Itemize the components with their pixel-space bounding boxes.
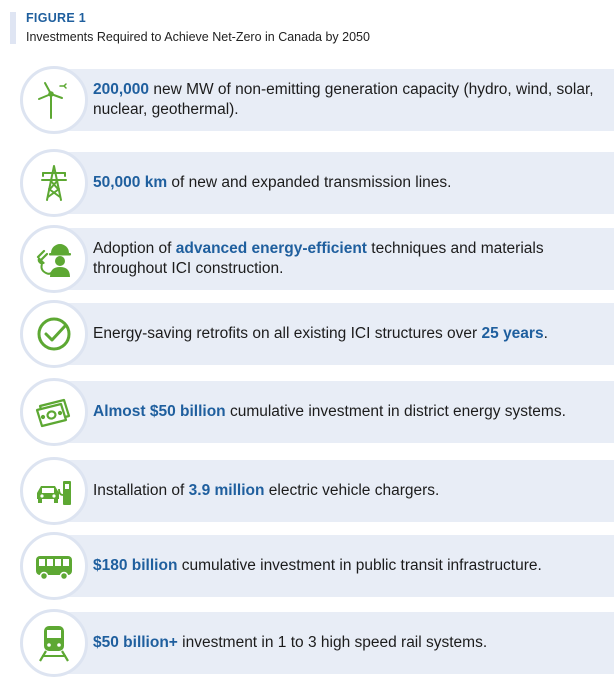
investment-item [20,225,610,293]
item-body: cumulative investment in district energy systems. [225,403,566,420]
item-text [93,402,566,422]
investment-item [20,378,610,446]
item-body: . [543,325,548,342]
bus-icon [20,532,88,600]
train-icon [20,609,88,677]
item-text [93,239,602,279]
item-highlight: Almost $50 billion [93,403,226,420]
investment-item [20,300,610,368]
ev-charger-icon [20,457,88,525]
money-icon [20,378,88,446]
figure-accent-bar [10,12,16,44]
item-text [93,324,548,344]
item-body: cumulative investment in public transit infrastructure. [177,557,542,574]
checkmark-icon [20,300,88,368]
item-text [93,173,451,193]
item-body: investment in 1 to 3 high speed rail systems. [177,634,488,651]
item-text [93,556,542,576]
item-text [93,80,602,120]
item-highlight: $180 billion [93,557,178,574]
construction-worker-icon [20,225,88,293]
transmission-tower-icon [20,149,88,217]
item-pre: Energy-saving retrofits on all existing ICI structures over [93,325,482,342]
item-highlight: 50,000 km [93,174,168,191]
item-highlight: advanced energy-efficient [175,240,367,257]
item-highlight: 3.9 million [188,482,265,499]
item-highlight: $50 billion+ [93,634,178,651]
wind-turbine-icon [20,66,88,134]
item-highlight: 200,000 [93,81,150,98]
figure-title: Investments Required to Achieve Net-Zero in Canada by 2050 [26,30,370,44]
item-pre: Adoption of [93,240,176,257]
item-body: of new and expanded transmission lines. [167,174,452,191]
item-highlight: 25 years [481,325,544,342]
investment-item [20,149,610,217]
investment-item [20,532,610,600]
investment-item [20,457,610,525]
item-body: electric vehicle chargers. [264,482,440,499]
item-pre: Installation of [93,482,189,499]
figure-label: FIGURE 1 [26,11,87,25]
item-text [93,633,487,653]
investment-item [20,609,610,677]
item-body: new MW of non-emitting generation capacity (hydro, wind, solar, nuclear, geothermal). [93,81,594,118]
item-body: techniques and materials throughout ICI construction. [93,240,544,277]
item-text [93,481,439,501]
investment-item [20,66,610,134]
